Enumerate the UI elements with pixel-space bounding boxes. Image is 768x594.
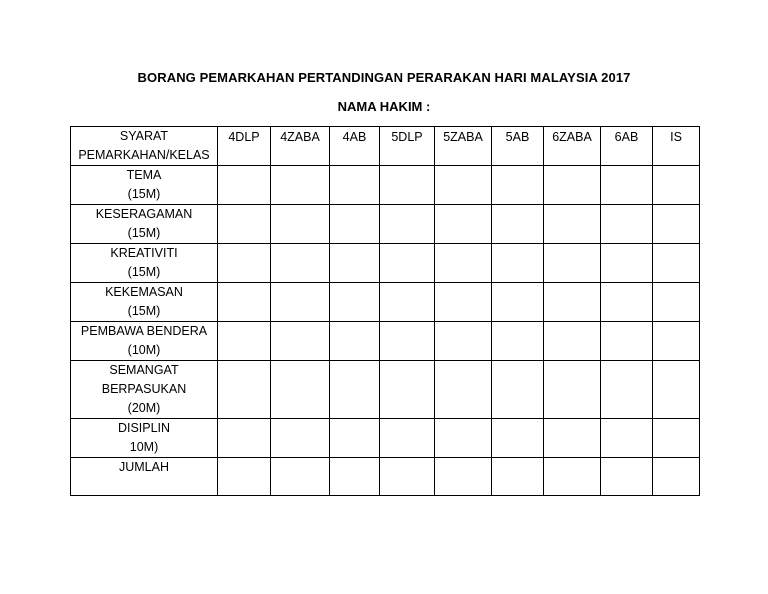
score-cell[interactable] (544, 361, 601, 419)
criteria-cell-tema (71, 166, 218, 205)
table-header-row (71, 127, 700, 166)
score-cell[interactable] (271, 166, 330, 205)
criteria-marks: (15M) (127, 265, 161, 279)
criteria-cell-jumlah (71, 458, 218, 496)
score-cell[interactable] (218, 419, 271, 458)
score-cell[interactable] (601, 205, 653, 244)
score-cell[interactable] (435, 322, 492, 361)
score-cell[interactable] (380, 244, 435, 283)
table-row (71, 322, 700, 361)
score-cell[interactable] (435, 205, 492, 244)
criteria-header-cell (71, 127, 218, 166)
score-cell[interactable] (330, 419, 380, 458)
score-cell[interactable] (330, 205, 380, 244)
score-cell[interactable] (601, 166, 653, 205)
criteria-header-line: PEMARKAHAN/KELAS (78, 148, 210, 162)
class-header-6ab: 6AB (601, 127, 653, 166)
criteria-label: BERPASUKAN (101, 382, 187, 396)
score-cell[interactable] (653, 283, 700, 322)
criteria-label: TEMA (126, 168, 162, 182)
score-cell[interactable] (380, 166, 435, 205)
criteria-cell-keseragaman (71, 205, 218, 244)
score-cell[interactable] (218, 166, 271, 205)
score-cell[interactable] (492, 361, 544, 419)
score-cell[interactable] (380, 419, 435, 458)
criteria-label: KEKEMASAN (105, 285, 183, 299)
score-cell[interactable] (330, 166, 380, 205)
score-cell[interactable] (271, 244, 330, 283)
score-cell[interactable] (601, 322, 653, 361)
judge-name-label: NAMA HAKIM : (337, 99, 431, 114)
criteria-cell-semangat-berpasukan (71, 361, 218, 419)
score-cell[interactable] (271, 361, 330, 419)
score-cell[interactable] (218, 205, 271, 244)
criteria-label: KREATIVITI (110, 246, 178, 260)
score-cell[interactable] (271, 205, 330, 244)
score-cell[interactable] (601, 283, 653, 322)
scoring-table (70, 126, 700, 496)
criteria-marks: (10M) (127, 343, 161, 357)
criteria-label: DISIPLIN (117, 421, 171, 435)
score-cell[interactable] (330, 283, 380, 322)
criteria-marks: 10M) (129, 440, 159, 454)
score-cell[interactable] (653, 166, 700, 205)
score-cell[interactable] (492, 244, 544, 283)
score-cell[interactable] (435, 361, 492, 419)
score-cell[interactable] (544, 244, 601, 283)
score-cell[interactable] (653, 244, 700, 283)
class-header-5zaba: 5ZABA (435, 127, 492, 166)
score-cell[interactable] (544, 419, 601, 458)
score-cell[interactable] (330, 361, 380, 419)
score-cell[interactable] (218, 283, 271, 322)
score-cell[interactable] (380, 205, 435, 244)
score-cell[interactable] (330, 322, 380, 361)
score-cell[interactable] (544, 166, 601, 205)
class-header-is: IS (653, 127, 700, 166)
score-cell[interactable] (492, 166, 544, 205)
criteria-label: SEMANGAT (109, 363, 179, 377)
class-header-4zaba: 4ZABA (271, 127, 330, 166)
class-header-5ab: 5AB (492, 127, 544, 166)
total-label: JUMLAH (118, 460, 169, 474)
class-header-4ab: 4AB (330, 127, 380, 166)
table-row (71, 166, 700, 205)
score-cell[interactable] (380, 283, 435, 322)
score-cell[interactable] (380, 361, 435, 419)
table-row (71, 419, 700, 458)
total-cell[interactable] (435, 458, 492, 496)
total-cell[interactable] (380, 458, 435, 496)
class-header-5dlp: 5DLP (380, 127, 435, 166)
score-cell[interactable] (271, 322, 330, 361)
criteria-marks: (20M) (127, 401, 161, 415)
criteria-label: KESERAGAMAN (95, 207, 193, 221)
criteria-marks: (15M) (127, 304, 161, 318)
class-header-6zaba: 6ZABA (544, 127, 601, 166)
criteria-cell-disiplin (71, 419, 218, 458)
score-cell[interactable] (218, 322, 271, 361)
table-row (71, 244, 700, 283)
table-row (71, 205, 700, 244)
criteria-marks: (15M) (127, 187, 161, 201)
score-cell[interactable] (218, 244, 271, 283)
criteria-cell-pembawa-bendera (71, 322, 218, 361)
table-row (71, 283, 700, 322)
score-cell[interactable] (435, 283, 492, 322)
total-cell[interactable] (330, 458, 380, 496)
score-cell[interactable] (492, 205, 544, 244)
score-cell[interactable] (653, 205, 700, 244)
criteria-cell-kreativiti (71, 244, 218, 283)
score-cell[interactable] (653, 419, 700, 458)
score-cell[interactable] (271, 283, 330, 322)
criteria-cell-kekemasan (71, 283, 218, 322)
score-cell[interactable] (601, 419, 653, 458)
score-cell[interactable] (544, 205, 601, 244)
score-cell[interactable] (544, 283, 601, 322)
score-cell[interactable] (492, 322, 544, 361)
total-cell[interactable] (218, 458, 271, 496)
total-cell[interactable] (601, 458, 653, 496)
score-cell[interactable] (544, 322, 601, 361)
table-row (71, 361, 700, 419)
score-cell[interactable] (271, 419, 330, 458)
score-cell[interactable] (330, 244, 380, 283)
score-cell[interactable] (601, 361, 653, 419)
form-title: BORANG PEMARKAHAN PERTANDINGAN PERARAKAN HARI MALAYSIA 2017 (137, 70, 631, 85)
score-cell[interactable] (492, 283, 544, 322)
total-cell[interactable] (544, 458, 601, 496)
total-cell[interactable] (653, 458, 700, 496)
score-cell[interactable] (653, 361, 700, 419)
total-cell[interactable] (271, 458, 330, 496)
score-cell[interactable] (218, 361, 271, 419)
total-row (71, 458, 700, 496)
class-header-4dlp: 4DLP (218, 127, 271, 166)
score-cell[interactable] (601, 244, 653, 283)
score-cell[interactable] (380, 322, 435, 361)
criteria-header-line: SYARAT (119, 129, 169, 143)
score-cell[interactable] (435, 166, 492, 205)
score-cell[interactable] (435, 419, 492, 458)
score-cell[interactable] (435, 244, 492, 283)
criteria-marks: (15M) (127, 226, 161, 240)
total-cell[interactable] (492, 458, 544, 496)
score-cell[interactable] (653, 322, 700, 361)
score-cell[interactable] (492, 419, 544, 458)
criteria-label: PEMBAWA BENDERA (80, 324, 208, 338)
